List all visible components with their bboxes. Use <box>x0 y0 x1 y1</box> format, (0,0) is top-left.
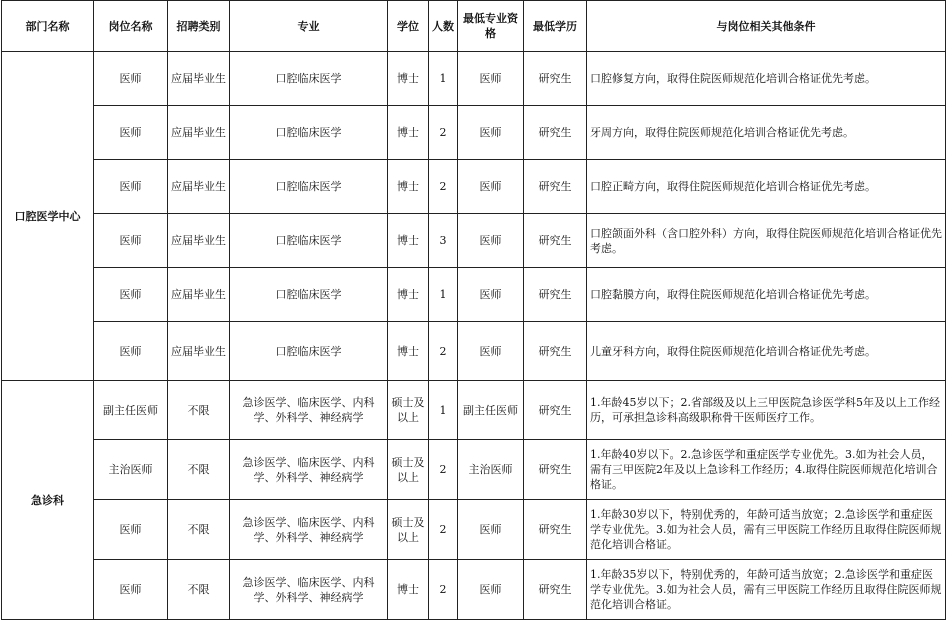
qualification-cell: 主治医师 <box>458 440 524 500</box>
category-cell: 应届毕业生 <box>168 160 230 214</box>
category-cell: 不限 <box>168 381 230 440</box>
header-conditions: 与岗位相关其他条件 <box>587 1 946 52</box>
count-cell: 2 <box>429 160 458 214</box>
education-cell: 研究生 <box>524 106 587 160</box>
qualification-cell: 医师 <box>458 160 524 214</box>
education-cell: 研究生 <box>524 322 587 381</box>
table-row <box>2 440 946 500</box>
major-cell: 口腔临床医学 <box>230 214 388 268</box>
category-cell: 不限 <box>168 440 230 500</box>
dept-cell: 急诊科 <box>2 381 94 620</box>
table-row <box>2 268 946 322</box>
header-major: 专业 <box>230 1 388 52</box>
position-cell: 医师 <box>94 160 168 214</box>
header-education: 最低学历 <box>524 1 587 52</box>
table-row <box>2 381 946 440</box>
major-cell: 急诊医学、临床医学、内科学、外科学、神经病学 <box>230 500 388 560</box>
education-cell: 研究生 <box>524 440 587 500</box>
conditions-cell: 1.年龄45岁以下；2.省部级及以上三甲医院急诊医学科5年及以上工作经历，可承担急诊科高级职称骨干医师医疗工作。 <box>587 381 946 440</box>
count-cell: 1 <box>429 268 458 322</box>
major-cell: 口腔临床医学 <box>230 52 388 106</box>
category-cell: 应届毕业生 <box>168 52 230 106</box>
conditions-cell: 1.年龄40岁以下。2.急诊医学和重症医学专业优先。3.如为社会人员，需有三甲医院2年及以上急诊科工作经历；4.取得住院医师规范化培训合格证。 <box>587 440 946 500</box>
qualification-cell: 医师 <box>458 52 524 106</box>
major-cell: 口腔临床医学 <box>230 268 388 322</box>
degree-cell: 博士 <box>388 214 429 268</box>
count-cell: 3 <box>429 214 458 268</box>
education-cell: 研究生 <box>524 52 587 106</box>
header-category: 招聘类别 <box>168 1 230 52</box>
position-cell: 医师 <box>94 500 168 560</box>
position-cell: 副主任医师 <box>94 381 168 440</box>
count-cell: 1 <box>429 381 458 440</box>
education-cell: 研究生 <box>524 268 587 322</box>
major-cell: 急诊医学、临床医学、内科学、外科学、神经病学 <box>230 560 388 620</box>
degree-cell: 博士 <box>388 268 429 322</box>
table-row <box>2 500 946 560</box>
count-cell: 1 <box>429 52 458 106</box>
qualification-cell: 医师 <box>458 214 524 268</box>
category-cell: 应届毕业生 <box>168 214 230 268</box>
table-row <box>2 52 946 106</box>
count-cell: 2 <box>429 500 458 560</box>
position-cell: 医师 <box>94 268 168 322</box>
category-cell: 应届毕业生 <box>168 268 230 322</box>
major-cell: 急诊医学、临床医学、内科学、外科学、神经病学 <box>230 381 388 440</box>
conditions-cell: 1.年龄30岁以下，特别优秀的，年龄可适当放宽；2.急诊医学和重症医学专业优先。3.如为社会人员，需有三甲医院工作经历且取得住院医师规范化培训合格证。 <box>587 500 946 560</box>
degree-cell: 博士 <box>388 106 429 160</box>
count-cell: 2 <box>429 322 458 381</box>
header-count: 人数 <box>429 1 458 52</box>
conditions-cell: 口腔黏膜方向，取得住院医师规范化培训合格证优先考虑。 <box>587 268 946 322</box>
header-degree: 学位 <box>388 1 429 52</box>
category-cell: 应届毕业生 <box>168 322 230 381</box>
degree-cell: 博士 <box>388 322 429 381</box>
conditions-cell: 儿童牙科方向，取得住院医师规范化培训合格证优先考虑。 <box>587 322 946 381</box>
qualification-cell: 医师 <box>458 106 524 160</box>
position-cell: 医师 <box>94 52 168 106</box>
conditions-cell: 口腔正畸方向，取得住院医师规范化培训合格证优先考虑。 <box>587 160 946 214</box>
major-cell: 口腔临床医学 <box>230 160 388 214</box>
qualification-cell: 副主任医师 <box>458 381 524 440</box>
table-row <box>2 160 946 214</box>
qualification-cell: 医师 <box>458 268 524 322</box>
category-cell: 不限 <box>168 560 230 620</box>
dept-cell: 口腔医学中心 <box>2 52 94 381</box>
qualification-cell: 医师 <box>458 500 524 560</box>
count-cell: 2 <box>429 560 458 620</box>
education-cell: 研究生 <box>524 560 587 620</box>
table-row <box>2 214 946 268</box>
header-qualification: 最低专业资格 <box>458 1 524 52</box>
category-cell: 不限 <box>168 500 230 560</box>
education-cell: 研究生 <box>524 500 587 560</box>
header-position: 岗位名称 <box>94 1 168 52</box>
count-cell: 2 <box>429 440 458 500</box>
major-cell: 口腔临床医学 <box>230 322 388 381</box>
recruitment-table <box>1 0 946 620</box>
header-row <box>2 1 946 52</box>
table-row <box>2 322 946 381</box>
qualification-cell: 医师 <box>458 560 524 620</box>
position-cell: 主治医师 <box>94 440 168 500</box>
degree-cell: 博士 <box>388 52 429 106</box>
education-cell: 研究生 <box>524 160 587 214</box>
conditions-cell: 口腔修复方向，取得住院医师规范化培训合格证优先考虑。 <box>587 52 946 106</box>
table-row <box>2 560 946 620</box>
position-cell: 医师 <box>94 560 168 620</box>
degree-cell: 硕士及以上 <box>388 500 429 560</box>
table-row <box>2 106 946 160</box>
degree-cell: 硕士及以上 <box>388 440 429 500</box>
position-cell: 医师 <box>94 106 168 160</box>
conditions-cell: 牙周方向，取得住院医师规范化培训合格证优先考虑。 <box>587 106 946 160</box>
conditions-cell: 1.年龄35岁以下，特别优秀的，年龄可适当放宽；2.急诊医学和重症医学专业优先。3.如为社会人员，需有三甲医院工作经历且取得住院医师规范化培训合格证。 <box>587 560 946 620</box>
conditions-cell: 口腔颌面外科（含口腔外科）方向，取得住院医师规范化培训合格证优先考虑。 <box>587 214 946 268</box>
education-cell: 研究生 <box>524 214 587 268</box>
major-cell: 急诊医学、临床医学、内科学、外科学、神经病学 <box>230 440 388 500</box>
degree-cell: 博士 <box>388 560 429 620</box>
count-cell: 2 <box>429 106 458 160</box>
major-cell: 口腔临床医学 <box>230 106 388 160</box>
category-cell: 应届毕业生 <box>168 106 230 160</box>
header-dept: 部门名称 <box>2 1 94 52</box>
position-cell: 医师 <box>94 214 168 268</box>
qualification-cell: 医师 <box>458 322 524 381</box>
degree-cell: 博士 <box>388 160 429 214</box>
degree-cell: 硕士及以上 <box>388 381 429 440</box>
education-cell: 研究生 <box>524 381 587 440</box>
position-cell: 医师 <box>94 322 168 381</box>
